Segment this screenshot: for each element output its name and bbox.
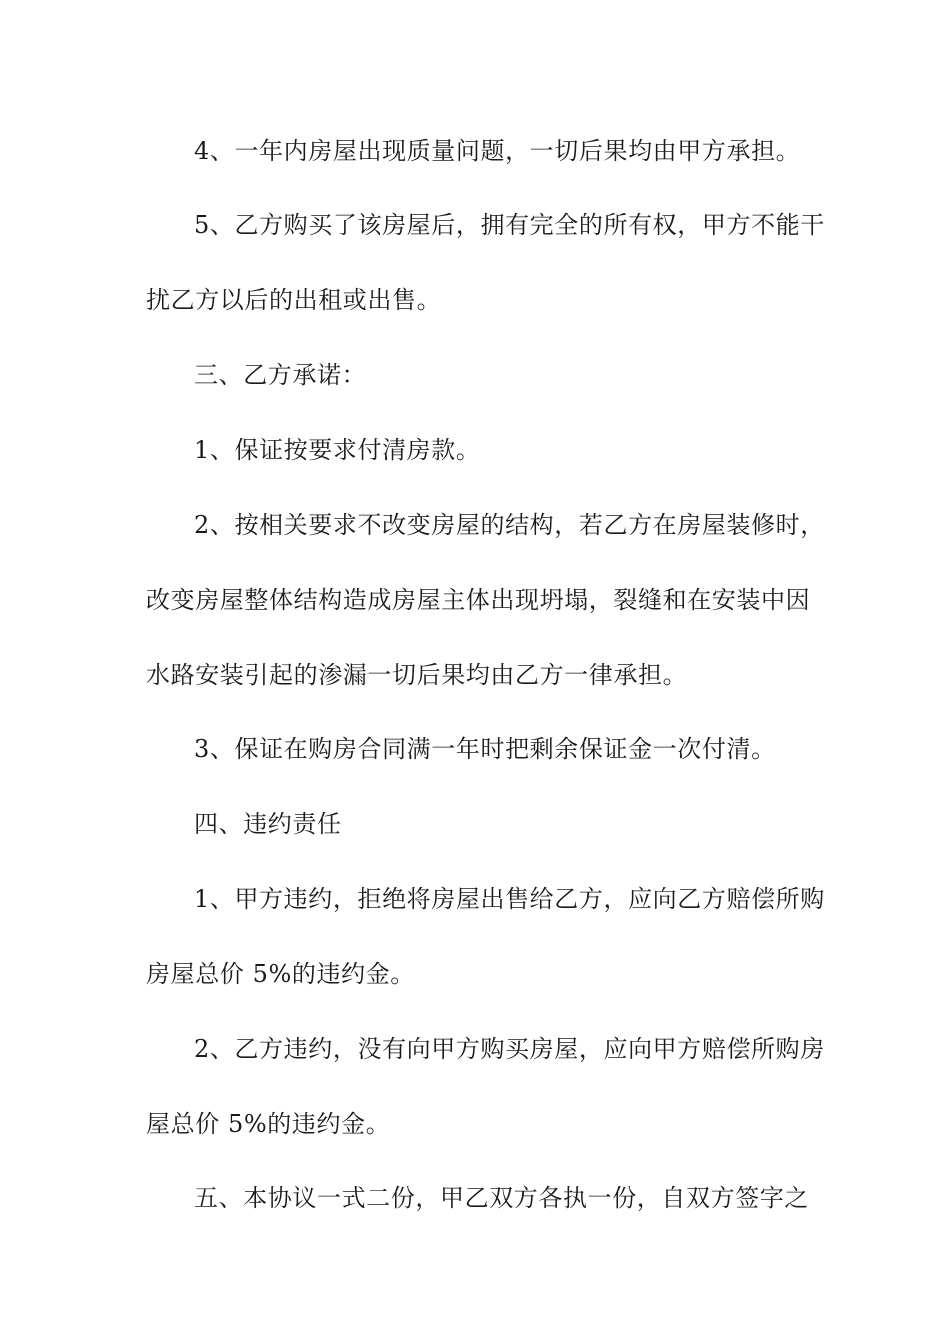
clause-c3: 3、保证在购房合同满一年时把剩余保证金一次付清。 (194, 735, 776, 763)
clause-c2-line1: 2、按相关要求不改变房屋的结构，若乙方在房屋装修时， (194, 511, 825, 539)
section-heading-4: 四、违约责任 (194, 810, 342, 838)
section-heading-3: 三、乙方承诺： (194, 361, 367, 389)
section-5-line1: 五、本协议一式二份，甲乙双方各执一份，自双方签字之 (194, 1184, 809, 1212)
clause-d2-line1: 2、乙方违约，没有向甲方购买房屋，应向甲方赔偿所购房 (194, 1035, 825, 1063)
clause-c1: 1、保证按要求付清房款。 (194, 436, 481, 464)
clause-d1-line1: 1、甲方违约，拒绝将房屋出售给乙方，应向乙方赔偿所购 (194, 885, 825, 913)
clause-a5-line2: 扰乙方以后的出租或出售。 (146, 286, 442, 314)
clause-a5-line1: 5、乙方购买了该房屋后，拥有完全的所有权，甲方不能干 (194, 211, 825, 239)
clause-c2-line2: 改变房屋整体结构造成房屋主体出现坍塌，裂缝和在安装中因 (146, 586, 811, 614)
clause-c2-line3: 水路安装引起的渗漏一切后果均由乙方一律承担。 (146, 661, 688, 689)
clause-d1-line2: 房屋总价 5%的违约金。 (146, 960, 415, 988)
clause-d2-line2: 屋总价 5%的违约金。 (146, 1110, 391, 1138)
clause-a4: 4、一年内房屋出现质量问题，一切后果均由甲方承担。 (194, 137, 801, 165)
